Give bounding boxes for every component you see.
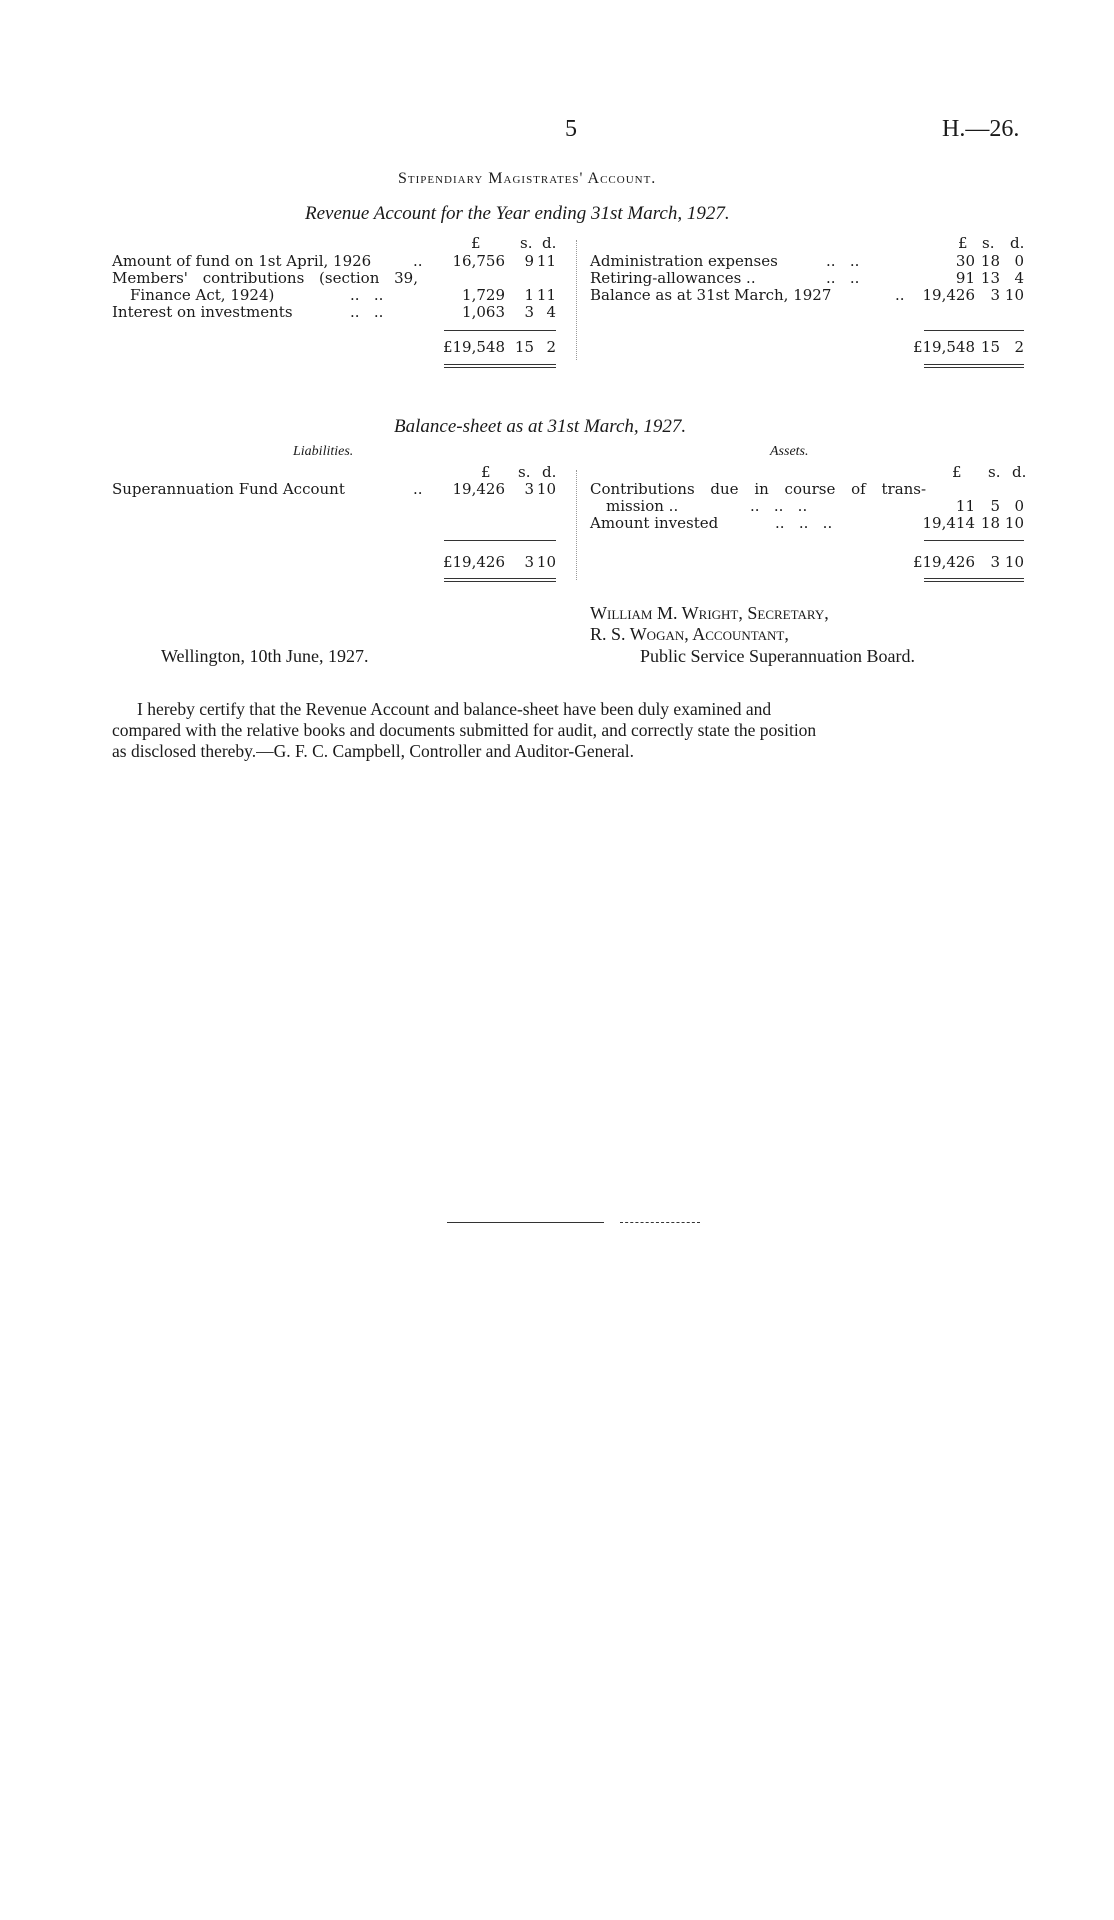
row-label: Contributions due in course of trans- <box>590 480 927 498</box>
row-pounds: 19,426 <box>922 286 975 304</box>
certification-line-3: as disclosed thereby.—G. F. C. Campbell, Controller and Auditor-General. <box>112 741 635 761</box>
account-title: Stipendiary Magistrates' Account. <box>398 170 657 187</box>
revenue-account-title: Revenue Account for the Year ending 31st March, 1927. <box>305 203 730 224</box>
row-label: Retiring-allowances .. <box>590 269 756 287</box>
balance-column-divider <box>576 470 577 580</box>
page-number: 5 <box>565 116 577 142</box>
row-pence: 4 <box>1014 269 1024 287</box>
accountant-signature: R. S. Wogan, Accountant, <box>590 624 789 644</box>
liabilities-subtotal-rule <box>444 540 556 541</box>
row-shillings: 3 <box>990 286 1000 304</box>
row-shillings: 1 <box>524 286 534 304</box>
revenue-column-divider <box>576 240 577 360</box>
row-shillings: 18 <box>980 252 1000 270</box>
revenue-right-shillings-header: s. <box>982 234 995 252</box>
place-date: Wellington, 10th June, 1927. <box>161 646 369 666</box>
row-leader: .. .. <box>826 269 860 287</box>
balance-left-pounds-header: £ <box>481 463 491 481</box>
row-label: Finance Act, 1924) <box>130 286 275 304</box>
total-pence: 10 <box>1004 553 1024 571</box>
total-shillings: 15 <box>980 338 1000 356</box>
closing-rule <box>447 1222 604 1223</box>
row-pence: 0 <box>1014 252 1024 270</box>
row-pence: 11 <box>536 252 556 270</box>
revenue-left-subtotal-rule <box>444 330 556 331</box>
balance-right-pence-header: d. <box>1012 463 1027 481</box>
row-shillings: 18 <box>980 514 1000 532</box>
closing-rule-dashed <box>620 1222 700 1223</box>
row-pounds: 91 <box>955 269 975 287</box>
row-pounds: 19,426 <box>452 480 505 498</box>
revenue-left-pounds-header: £ <box>471 234 481 252</box>
document-reference: H.—26. <box>942 116 1020 142</box>
row-label: Superannuation Fund Account <box>112 480 345 498</box>
liabilities-heading: Liabilities. <box>293 444 354 459</box>
row-pence: 0 <box>1014 497 1024 515</box>
row-pence: 10 <box>536 480 556 498</box>
row-leader: .. .. .. <box>750 497 808 515</box>
assets-subtotal-rule <box>924 540 1024 541</box>
total-pence: 10 <box>536 553 556 571</box>
row-leader: .. .. <box>350 286 384 304</box>
row-leader: .. <box>895 286 905 304</box>
row-pounds: 30 <box>955 252 975 270</box>
row-leader: .. .. .. <box>775 514 833 532</box>
row-label: Interest on investments <box>112 303 293 321</box>
certification-line-1: I hereby certify that the Revenue Account and balance-sheet have been duly examined and <box>137 699 772 719</box>
revenue-right-pounds-header: £ <box>958 234 968 252</box>
revenue-right-subtotal-rule <box>924 330 1024 331</box>
row-leader: .. <box>413 252 423 270</box>
board-name: Public Service Superannuation Board. <box>640 646 915 666</box>
row-pounds: 1,729 <box>462 286 505 304</box>
balance-left-shillings-header: s. <box>518 463 531 481</box>
row-shillings: 3 <box>524 303 534 321</box>
row-label: mission .. <box>606 497 679 515</box>
row-label: Amount of fund on 1st April, 1926 <box>112 252 372 270</box>
row-label: Balance as at 31st March, 1927 <box>590 286 832 304</box>
row-shillings: 5 <box>990 497 1000 515</box>
row-leader: .. .. <box>826 252 860 270</box>
row-shillings: 13 <box>980 269 1000 287</box>
total-pounds: £19,426 <box>912 553 975 571</box>
total-pounds: £19,548 <box>912 338 975 356</box>
row-leader: .. .. <box>350 303 384 321</box>
row-pence: 11 <box>536 286 556 304</box>
revenue-left-pence-header: d. <box>542 234 557 252</box>
row-pounds: 16,756 <box>452 252 505 270</box>
total-pounds: £19,426 <box>442 553 505 571</box>
row-pounds: 19,414 <box>922 514 975 532</box>
row-label: Administration expenses <box>590 252 778 270</box>
total-pounds: £19,548 <box>442 338 505 356</box>
revenue-right-total-rule <box>924 364 1024 368</box>
row-pence: 10 <box>1004 286 1024 304</box>
secretary-signature: William M. Wright, Secretary, <box>590 603 829 623</box>
row-pence: 10 <box>1004 514 1024 532</box>
balance-right-pounds-header: £ <box>952 463 962 481</box>
total-shillings: 3 <box>524 553 534 571</box>
revenue-left-total-rule <box>444 364 556 368</box>
row-shillings: 3 <box>524 480 534 498</box>
row-leader: .. <box>413 480 423 498</box>
balance-left-pence-header: d. <box>542 463 557 481</box>
total-shillings: 3 <box>990 553 1000 571</box>
revenue-right-pence-header: d. <box>1010 234 1025 252</box>
revenue-left-shillings-header: s. <box>520 234 533 252</box>
row-shillings: 9 <box>524 252 534 270</box>
row-pence: 4 <box>546 303 556 321</box>
liabilities-total-rule <box>444 578 556 582</box>
balance-right-shillings-header: s. <box>988 463 1001 481</box>
assets-total-rule <box>924 578 1024 582</box>
total-pence: 2 <box>546 338 556 356</box>
row-pounds: 1,063 <box>462 303 505 321</box>
row-pounds: 11 <box>955 497 975 515</box>
balance-sheet-title: Balance-sheet as at 31st March, 1927. <box>394 416 687 437</box>
assets-heading: Assets. <box>770 444 809 459</box>
total-pence: 2 <box>1014 338 1024 356</box>
certification-line-2: compared with the relative books and documents submitted for audit, and correctly state the position <box>112 720 817 740</box>
row-label: Members' contributions (section 39, <box>112 269 418 287</box>
total-shillings: 15 <box>514 338 534 356</box>
row-label: Amount invested <box>590 514 719 532</box>
